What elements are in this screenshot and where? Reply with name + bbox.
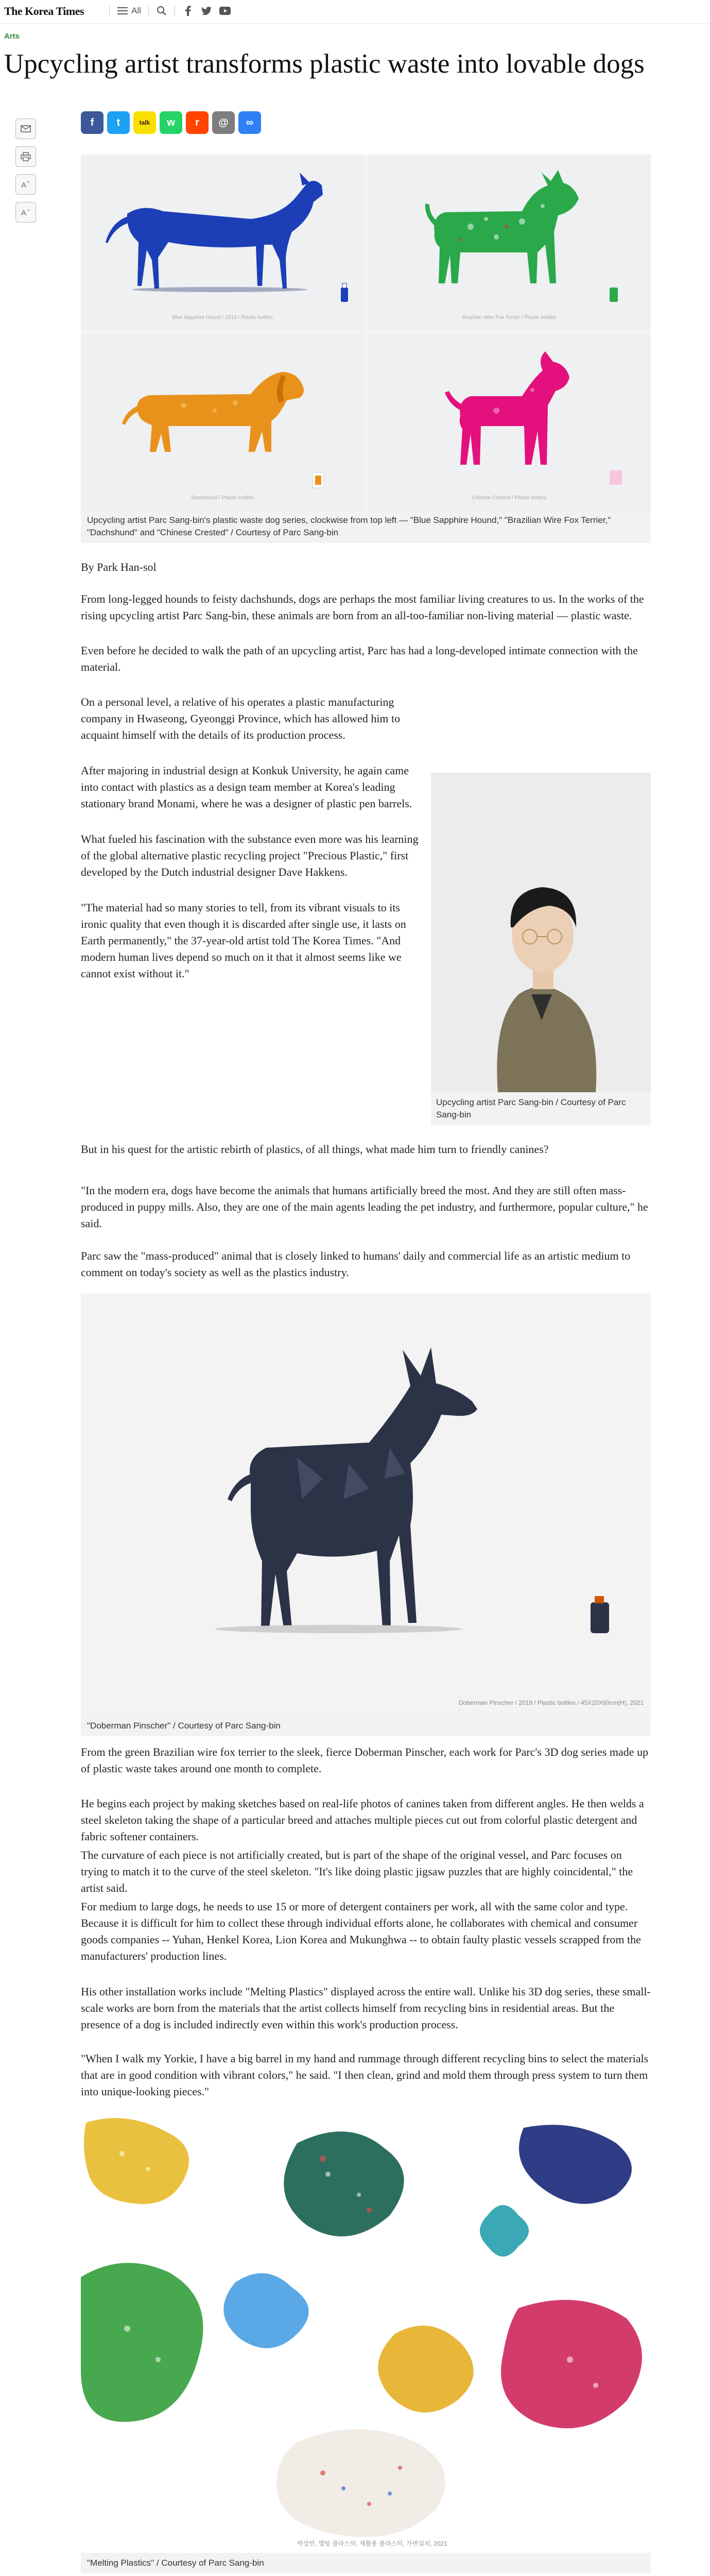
reddit-share-button[interactable] <box>186 111 209 134</box>
article-paragraph: From the green Brazilian wire fox terrier to the sleek, fierce Doberman Pinscher, each work for Parc's 3D dog series made up of plastic waste takes around one month to complete. <box>81 1745 649 1775</box>
kakaotalk-icon: talk <box>139 119 150 126</box>
email-share-button[interactable] <box>212 111 235 134</box>
whatsapp-share-button[interactable] <box>160 111 182 134</box>
plastic-piece-white <box>276 2429 445 2537</box>
article-paragraph: "The material had so many stories to tell, from its vibrant visuals to its ironic quality that even though it is discarded after single use, it lasts on Earth permanently," the 37-year-old artist told The Korea Times. "And modern human lives depend so much on it that it almost seems like we cannot exist without it." <box>81 901 406 980</box>
green-terrier-sculpture <box>425 170 579 283</box>
share-bar <box>81 111 261 134</box>
link-share-button[interactable] <box>238 111 261 134</box>
email-icon: @ <box>218 116 229 128</box>
orange-dachshund-sculpture <box>122 372 304 452</box>
nav-divider <box>148 6 149 16</box>
artist-portrait-image <box>431 773 651 1092</box>
twitter-icon[interactable] <box>201 5 212 16</box>
article-paragraph: "In the modern era, dogs have become the animals that humans artificially breed the most. And they are still often mass-produced in puppy mills. Also, they are one of the main agents leading the pet industry, and furthermore, popular culture," he said. <box>81 1184 648 1230</box>
article-paragraph: From long-legged hounds to feisty dachshunds, dogs are perhaps the most familiar living creatures to us. In the works of the rising upcycling artist Parc Sang-bin, these animals are born from an all-too-familiar non-living material — plastic waste. <box>81 592 644 622</box>
article-paragraph: Even before he decided to walk the path of an upcycling artist, Parc has had a long-developed intimate connection with the material. <box>81 644 638 673</box>
whatsapp-icon: w <box>167 116 175 128</box>
email-icon[interactable] <box>15 118 36 139</box>
byline: By Park Han-sol <box>81 561 157 573</box>
article-paragraph: After majoring in industrial design at Konkuk University, he again came into contact with plastics as a design team member at Korea's leading stationary brand Monami, where he was a designer of plastic pen barrels. <box>81 764 412 810</box>
doberman-image-credit: Doberman Pinscher / 2019 / Plastic bottles / 45X20X60cm(H), 2021 <box>459 1699 644 1706</box>
article-paragraph: Parc saw the "mass-produced" animal that is closely linked to humans' daily and commercial life as an artistic medium to comment on today's society as well as the plastics industry. <box>81 1249 631 1279</box>
twitter-share-button[interactable] <box>107 111 130 134</box>
svg-text:A: A <box>21 209 27 217</box>
facebook-icon[interactable] <box>182 5 194 16</box>
svg-text:−: − <box>27 208 30 213</box>
site-logo[interactable]: The Korea Times <box>4 5 84 18</box>
article-paragraph: On a personal level, a relative of his operates a plastic manufacturing company in Hwaseong, Gyeonggi Province, which has allowed him to acquaint himself with the details of its production process. <box>81 696 401 741</box>
pink-crested-sculpture <box>445 351 569 465</box>
reddit-icon: r <box>195 116 199 128</box>
nav-divider <box>109 6 110 16</box>
article-headline: Upcycling artist transforms plastic waste into lovable dogs <box>4 49 645 79</box>
svg-text:+: + <box>27 180 30 185</box>
kakaotalk-share-button[interactable] <box>133 111 156 134</box>
image-credit: Chinese Crested / Plastic bottles <box>472 495 547 501</box>
header-nav <box>109 5 231 16</box>
menu-all-label[interactable]: All <box>131 6 141 15</box>
article-paragraph: The curvature of each piece is not artificially created, but is part of the shape of the original vessel, and Parc focuses on trying to match it to the curve of the steel skeleton. "It's like doing plastic jigsaw puzzles that are highly coincidental," the artist said. <box>81 1849 633 1894</box>
link-icon: ∞ <box>246 116 254 128</box>
chinese-crested-image <box>368 333 651 510</box>
article-paragraph: For medium to large dogs, he needs to use 15 or more of detergent containers per work, all with the same color and type. Because it is difficult for him to collect these through individual efforts alone, he collaborates with chemical and consumer goods companies -- Yuhan, Henkel Korea, Lion Korea and Mukunghwa -- to obtain faulty plastic vessels scrapped from the manufacturers' production lines. <box>81 1900 641 1962</box>
wire-fox-terrier-image <box>368 155 651 330</box>
dog-series-image <box>81 155 651 510</box>
image-credit: Dachshund / Plastic bottles <box>191 495 254 501</box>
article-tools <box>15 118 36 223</box>
section-label[interactable]: Arts <box>4 32 20 41</box>
article-paragraph: "When I walk my Yorkie, I have a big barrel in my hand and rummage through different recycling bins to select the materials that are in good condition with vibrant colors," he said. "I then clean, grind and mold them through press system to turn them into unique-looking pieces." <box>81 2052 649 2098</box>
article-paragraph: He begins each project by making sketches based on real-life photos of canines taken from different angles. He then welds a steel skeleton taking the shape of a particular breed and attaches multiple pieces cut out from colorful plastic detergent and fabric softener containers. <box>81 1797 644 1843</box>
facebook-icon: f <box>90 116 94 128</box>
image-credit: Blue Sapphire Hound / 2019 / Plastic bottles <box>172 315 273 320</box>
facebook-share-button[interactable] <box>81 111 103 134</box>
article-paragraph: His other installation works include "Melting Plastics" displayed across the entire wall. Unlike his 3D dog series, these small-scale works are born from the materials that the artist collects himself from recycling bins in residential areas. But the presence of a dog is included indirectly even within this work's production process. <box>81 1985 651 2031</box>
blue-hound-sculpture <box>106 173 323 289</box>
article-paragraph: But in his quest for the artistic rebirth of plastics, of all things, what made him turn to friendly canines? <box>81 1143 549 1156</box>
doberman-caption: "Doberman Pinscher" / Courtesy of Parc Sang-bin <box>81 1716 651 1736</box>
print-icon[interactable] <box>15 146 36 167</box>
youtube-icon[interactable] <box>219 5 231 16</box>
article-paragraph: What fueled his fascination with the substance even more was his learning of the global alternative plastic recycling project "Precious Plastic," first developed by the Dutch industrial designer Dave Hakkens. <box>81 833 419 878</box>
font-decrease-icon[interactable] <box>15 202 36 223</box>
dachshund-image <box>81 333 364 510</box>
melting-plastics-caption: "Melting Plastics" / Courtesy of Parc Sang-bin <box>81 2553 651 2573</box>
menu-icon[interactable] <box>117 5 128 16</box>
melting-plastics-credit: 박상빈, 멜팅 플라스틱, 재활용 플라스틱, 가변설치, 2021 <box>297 2540 447 2547</box>
top-navigation-bar <box>0 0 710 24</box>
svg-text:A: A <box>21 181 27 189</box>
portrait-caption: Upcycling artist Parc Sang-bin / Courtesy of Parc Sang-bin <box>431 1092 651 1125</box>
image-credit: Brazilian Wire Fox Terrier / Plastic bottles <box>462 315 557 320</box>
search-icon[interactable] <box>156 5 167 16</box>
twitter-icon: t <box>116 116 120 128</box>
font-increase-icon[interactable] <box>15 174 36 195</box>
melting-plastics-image <box>81 2112 651 2553</box>
dog-series-caption: Upcycling artist Parc Sang-bin's plastic waste dog series, clockwise from top left — "Blue Sapphire Hound," "Brazilian Wire Fox Terrier," "Dachshund" and "Chinese Crested" / Courtesy of Parc Sang-bin <box>81 510 651 543</box>
doberman-image <box>81 1293 651 1716</box>
blue-sapphire-hound-image <box>81 155 364 330</box>
